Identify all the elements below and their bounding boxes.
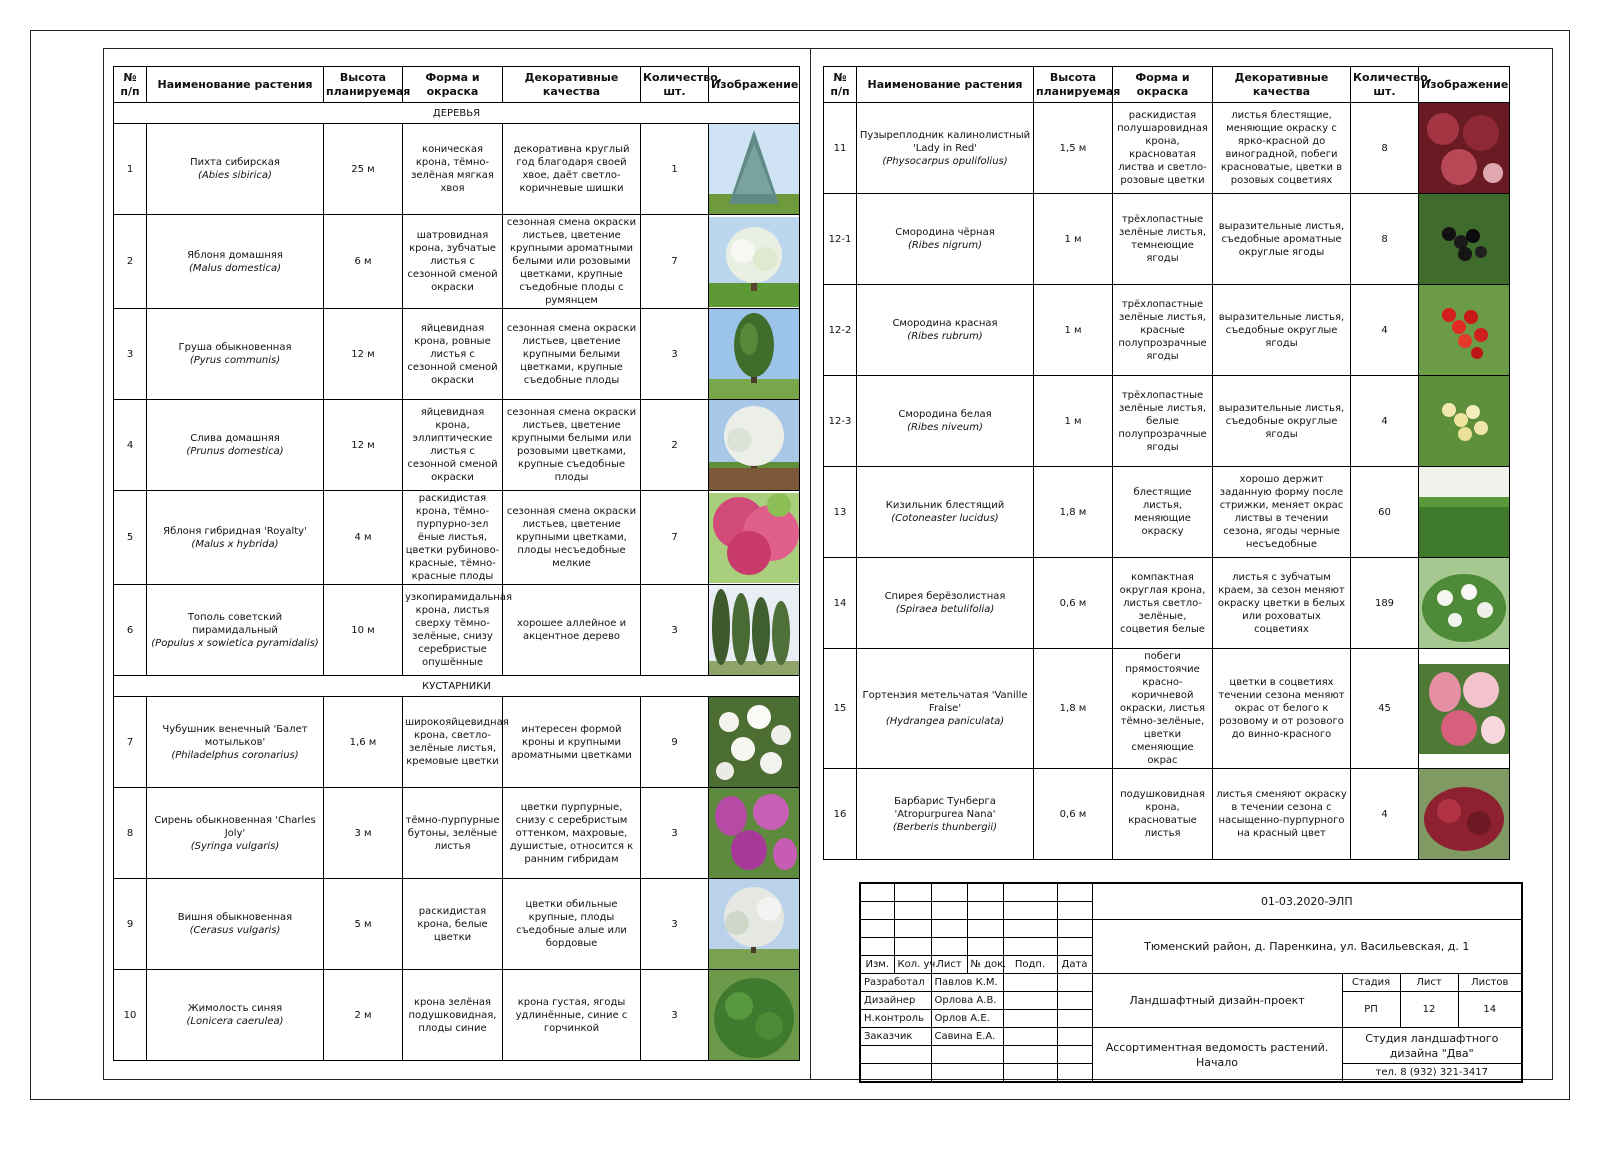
sheet-value: 12 — [1400, 992, 1458, 1028]
section-trees — [114, 103, 800, 124]
plant-name — [857, 769, 1034, 860]
plant-decorative: листья блестящие, меняющие окраску с ярко-красной до виноградной, побеги красноватые, цветки в розовых соцветиях — [1213, 103, 1351, 194]
header-num: № п/п — [114, 67, 147, 103]
plant-height: 12 м — [324, 309, 403, 400]
plant-form: раскидистая полушаровидная крона, красноватая листва и светло-розовые цветки — [1113, 103, 1213, 194]
plant-image — [709, 309, 800, 400]
plant-latin-name: (Spiraea betulifolia) — [895, 604, 995, 615]
plant-form: коническая крона, тёмно-зелёная мягкая хвоя — [403, 124, 503, 215]
plant-quantity: 8 — [1351, 103, 1419, 194]
plant-decorative: цветки обильные крупные, плоды съедобные алые или бордовые — [503, 879, 641, 970]
plant-decorative: интересен формой кроны и крупными ароматными цветками — [503, 697, 641, 788]
header-qty: Количество, шт. — [641, 67, 709, 103]
plant-form: яйцевидная крона, ровные листья с сезонной сменой окраски — [403, 309, 503, 400]
plant-common-name: Чубушник венечный 'Балет мотыльков' — [162, 723, 308, 748]
left-header-row — [114, 67, 800, 103]
doc-code: 01-03.2020-ЭЛП — [1092, 883, 1522, 920]
plant-latin-name: (Physocarpus opulifolius) — [882, 155, 1008, 167]
plant-name — [857, 467, 1034, 558]
page-divider — [810, 48, 811, 1080]
plant-quantity: 8 — [1351, 194, 1419, 285]
row-number: 15 — [824, 649, 857, 769]
plant-form: трёхлопастные зелёные листья, белые полупрозрачные ягоды — [1113, 376, 1213, 467]
plant-common-name: Яблоня домашняя — [187, 249, 283, 261]
plant-common-name: Сирень обыкновенная 'Charles Joly' — [154, 814, 316, 839]
plant-common-name: Тополь советский пирамидальный — [187, 611, 283, 636]
plant-form: подушковидная крона, красноватые листья — [1113, 769, 1213, 860]
role-client: Заказчик — [860, 1028, 931, 1046]
plant-decorative: цветки в соцветиях течении сезона меняют окрас от белого к розовому и от розового до винно-красного — [1213, 649, 1351, 769]
studio-name: Студия ландшафтного дизайна "Два" — [1342, 1028, 1522, 1064]
plant-latin-name: (Syringa vulgaris) — [190, 840, 280, 852]
plant-decorative: хорошее аллейное и акцентное дерево — [503, 585, 641, 676]
plant-name — [147, 491, 324, 585]
plant-name — [147, 400, 324, 491]
plant-name — [857, 194, 1034, 285]
row-number: 8 — [114, 788, 147, 879]
plant-common-name: Гортензия метельчатая 'Vanille Fraise' — [862, 690, 1028, 714]
plant-quantity: 3 — [641, 585, 709, 676]
plant-quantity: 4 — [1351, 285, 1419, 376]
header-form: Форма и окраска — [1113, 67, 1213, 103]
row-number: 7 — [114, 697, 147, 788]
plant-decorative: цветки пурпурные, снизу с серебристым оттенком, махровые, душистые, относится к ранним гибридам — [503, 788, 641, 879]
stage-value: РП — [1342, 992, 1400, 1028]
plant-latin-name: (Pyrus communis) — [189, 355, 281, 366]
plant-name — [147, 879, 324, 970]
row-number: 4 — [114, 400, 147, 491]
plant-common-name: Пузыреплодник калинолистный 'Lady in Red' — [859, 129, 1031, 154]
plant-photo-icon — [1419, 285, 1509, 375]
plant-quantity: 45 — [1351, 649, 1419, 769]
plant-latin-name: (Philadelphus coronarius) — [171, 749, 299, 761]
title-block — [859, 882, 1523, 1083]
plant-form: яйцевидная крона, эллиптические листья с сезонной сменой окраски — [403, 400, 503, 491]
row-number: 11 — [824, 103, 857, 194]
sheets-value: 14 — [1458, 992, 1522, 1028]
row-number: 1 — [114, 124, 147, 215]
row-number: 13 — [824, 467, 857, 558]
plant-image — [1419, 194, 1510, 285]
table-row — [114, 491, 800, 585]
plant-photo-icon — [709, 697, 799, 787]
plant-quantity: 4 — [1351, 769, 1419, 860]
header-height: Высота планируемая — [1034, 67, 1113, 103]
plant-latin-name: (Malus x hybrida) — [191, 538, 279, 550]
row-number: 9 — [114, 879, 147, 970]
table-row — [824, 285, 1510, 376]
plant-latin-name: (Abies sibirica) — [198, 170, 272, 181]
plant-form: трёхлопастные зелёные листья, красные полупрозрачные ягоды — [1113, 285, 1213, 376]
plant-form: трёхлопастные зелёные листья, темнеющие ягоды — [1113, 194, 1213, 285]
plant-quantity: 9 — [641, 697, 709, 788]
plant-latin-name: (Cerasus vulgaris) — [189, 925, 281, 936]
plant-common-name: Пихта сибирская — [190, 157, 280, 168]
role-developer: Разработал — [860, 974, 931, 992]
plant-name — [857, 285, 1034, 376]
plant-photo-icon — [1419, 558, 1509, 648]
table-row — [114, 309, 800, 400]
plant-height: 10 м — [324, 585, 403, 676]
plant-height: 1 м — [1034, 376, 1113, 467]
plant-photo-icon — [709, 788, 799, 878]
plant-image — [1419, 103, 1510, 194]
plant-height: 12 м — [324, 400, 403, 491]
plant-common-name: Вишня обыкновенная — [177, 912, 293, 923]
plant-photo-icon — [709, 309, 799, 399]
table-row — [114, 585, 800, 676]
col-kol: Кол. уч. — [894, 956, 931, 974]
plant-height: 1,5 м — [1034, 103, 1113, 194]
plant-common-name: Смородина красная — [892, 318, 998, 329]
header-image: Изображение — [1419, 67, 1510, 103]
row-number: 12-1 — [824, 194, 857, 285]
plant-photo-icon — [709, 400, 799, 490]
row-number: 16 — [824, 769, 857, 860]
row-number: 12-2 — [824, 285, 857, 376]
plant-name — [147, 585, 324, 676]
plant-quantity: 7 — [641, 215, 709, 309]
plant-latin-name: (Prunus domestica) — [186, 446, 284, 457]
plant-height: 1 м — [1034, 285, 1113, 376]
plant-quantity: 4 — [1351, 376, 1419, 467]
plant-height: 4 м — [324, 491, 403, 585]
plant-height: 1,6 м — [324, 697, 403, 788]
table-row — [824, 467, 1510, 558]
row-number: 14 — [824, 558, 857, 649]
row-number: 12-3 — [824, 376, 857, 467]
project-name: Ландшафтный дизайн-проект — [1092, 974, 1342, 1028]
header-deco: Декоративные качества — [1213, 67, 1351, 103]
plant-image — [709, 788, 800, 879]
plant-quantity: 7 — [641, 491, 709, 585]
role-designer: Дизайнер — [860, 992, 931, 1010]
plant-latin-name: (Cotoneaster lucidus) — [891, 513, 999, 524]
plant-decorative: сезонная смена окраски листьев, цветение крупными ароматными белыми или розовыми цветками, крупные съедобные плоды с румянцем — [503, 215, 641, 309]
plant-photo-icon — [709, 493, 799, 583]
plant-latin-name: (Ribes niveum) — [907, 422, 983, 433]
plant-decorative: хорошо держит заданную форму после стрижки, меняет окрас листвы в течении сезона, ягоды черные несъедобные — [1213, 467, 1351, 558]
plant-height: 0,6 м — [1034, 558, 1113, 649]
plant-decorative: крона густая, ягоды удлинённые, синие с горчинкой — [503, 970, 641, 1061]
table-row — [824, 194, 1510, 285]
header-form: Форма и окраска — [403, 67, 503, 103]
plant-common-name: Слива домашняя — [190, 433, 280, 444]
plant-height: 2 м — [324, 970, 403, 1061]
plant-photo-icon — [709, 970, 799, 1060]
section-title: ДЕРЕВЬЯ — [114, 103, 800, 124]
plant-name — [147, 124, 324, 215]
plant-photo-icon — [1419, 664, 1509, 754]
plant-form: блестящие листья, меняющие окраску — [1113, 467, 1213, 558]
plant-name — [857, 376, 1034, 467]
plant-image — [709, 970, 800, 1061]
plant-decorative: листья сменяют окраску в течении сезона с насыщенно-пурпурного на красный цвет — [1213, 769, 1351, 860]
plant-quantity: 3 — [641, 309, 709, 400]
plant-photo-icon — [1419, 194, 1509, 284]
plant-form: раскидистая крона, белые цветки — [403, 879, 503, 970]
plant-photo-icon — [709, 124, 799, 214]
plant-quantity: 3 — [641, 879, 709, 970]
plant-decorative: листья с зубчатым краем, за сезон меняют окраску цветки в белых или роховатых соцветиях — [1213, 558, 1351, 649]
person-client: Савина Е.А. — [931, 1028, 1003, 1046]
plant-photo-icon — [709, 585, 799, 675]
table-row — [114, 124, 800, 215]
plant-form: крона зелёная подушковидная, плоды синие — [403, 970, 503, 1061]
plant-image — [1419, 285, 1510, 376]
plant-image — [709, 400, 800, 491]
plant-decorative: выразительные листья, съедобные округлые ягоды — [1213, 285, 1351, 376]
site-address: Тюменский район, д. Паренкина, ул. Васильевская, д. 1 — [1092, 920, 1522, 974]
plant-height: 1,8 м — [1034, 467, 1113, 558]
plant-common-name: Смородина белая — [898, 409, 992, 420]
header-height: Высота планируемая — [324, 67, 403, 103]
table-row — [824, 769, 1510, 860]
plant-form: тёмно-пурпурные бутоны, зелёные листья — [403, 788, 503, 879]
plant-photo-icon — [1419, 467, 1509, 557]
plant-decorative: сезонная смена окраски листьев, цветение крупными белыми или розовыми цветками, крупные съедобные плоды — [503, 400, 641, 491]
section-shrubs — [114, 676, 800, 697]
header-qty: Количество, шт. — [1351, 67, 1419, 103]
plant-name — [857, 558, 1034, 649]
plant-latin-name: (Berberis thunbergii) — [892, 821, 998, 833]
col-podp: Подп. — [1003, 956, 1057, 974]
table-row — [114, 788, 800, 879]
plant-latin-name: (Lonicera caerulea) — [186, 1016, 284, 1027]
header-num: № п/п — [824, 67, 857, 103]
plant-quantity: 189 — [1351, 558, 1419, 649]
plant-image — [1419, 769, 1510, 860]
plant-form: раскидистая крона, тёмно-пурпурно-зел ёные листья, цветки рубиново-красные, тёмно-красные плоды — [403, 491, 503, 585]
plant-quantity: 3 — [641, 788, 709, 879]
plant-form: шатровидная крона, зубчатые листья с сезонной сменой окраски — [403, 215, 503, 309]
plant-form: компактная округлая крона, листья светло-зелёные, соцветия белые — [1113, 558, 1213, 649]
plant-name — [147, 970, 324, 1061]
row-number: 3 — [114, 309, 147, 400]
plant-photo-icon — [1419, 103, 1509, 193]
plant-decorative: выразительные листья, съедобные ароматные округлые ягоды — [1213, 194, 1351, 285]
plant-height: 25 м — [324, 124, 403, 215]
plant-quantity: 2 — [641, 400, 709, 491]
plant-height: 3 м — [324, 788, 403, 879]
col-list: Лист — [931, 956, 967, 974]
col-ndok: № док. — [967, 956, 1003, 974]
right-header-row — [824, 67, 1510, 103]
plant-image — [1419, 558, 1510, 649]
plant-latin-name: (Malus domestica) — [189, 262, 281, 274]
row-number: 5 — [114, 491, 147, 585]
plant-photo-icon — [1419, 376, 1509, 466]
plant-image — [709, 697, 800, 788]
plant-decorative: выразительные листья, съедобные округлые ягоды — [1213, 376, 1351, 467]
row-number: 6 — [114, 585, 147, 676]
plant-name — [857, 649, 1034, 769]
plant-image — [709, 215, 800, 309]
studio-phone: тел. 8 (932) 321-3417 — [1342, 1064, 1522, 1083]
table-row — [114, 970, 800, 1061]
header-name: Наименование растения — [147, 67, 324, 103]
plant-image — [709, 491, 800, 585]
row-number: 10 — [114, 970, 147, 1061]
plant-latin-name: (Ribes rubrum) — [907, 331, 983, 342]
plant-common-name: Барбарис Тунберга 'Atropurpurea Nana' — [894, 795, 996, 820]
col-data: Дата — [1057, 956, 1092, 974]
table-row — [114, 215, 800, 309]
person-control: Орлов А.Е. — [931, 1010, 1003, 1028]
right-plant-table — [823, 66, 1510, 860]
plant-height: 6 м — [324, 215, 403, 309]
left-plant-table — [113, 66, 800, 1061]
plant-decorative: сезонная смена окраски листьев, цветение крупными белыми цветками, крупные съедобные плоды — [503, 309, 641, 400]
table-row — [114, 400, 800, 491]
header-image: Изображение — [709, 67, 800, 103]
plant-common-name: Смородина чёрная — [895, 227, 995, 238]
plant-photo-icon — [1419, 769, 1509, 859]
role-control: Н.контроль — [860, 1010, 931, 1028]
plant-name — [147, 309, 324, 400]
sheets-label: Листов — [1458, 974, 1522, 992]
plant-latin-name: (Hydrangea paniculata) — [885, 716, 1005, 727]
plant-image — [1419, 649, 1510, 769]
table-row — [824, 649, 1510, 769]
plant-image — [1419, 467, 1510, 558]
plant-decorative: сезонная смена окраски листьев, цветение крупными цветками, плоды несъедобные мелкие — [503, 491, 641, 585]
plant-image — [709, 585, 800, 676]
table-row — [824, 558, 1510, 649]
plant-height: 0,6 м — [1034, 769, 1113, 860]
row-number: 2 — [114, 215, 147, 309]
table-row — [824, 103, 1510, 194]
plant-quantity: 3 — [641, 970, 709, 1061]
plant-name — [147, 215, 324, 309]
plant-form: широкояйцевидная крона, светло-зелёные листья, кремовые цветки — [403, 697, 503, 788]
plant-common-name: Кизильник блестящий — [885, 500, 1005, 511]
plant-name — [857, 103, 1034, 194]
plant-image — [709, 879, 800, 970]
plant-latin-name: (Populus x sowietica pyramidalis) — [151, 637, 319, 649]
plant-photo-icon — [709, 217, 799, 307]
col-izm: Изм. — [860, 956, 894, 974]
plant-common-name: Груша обыкновенная — [178, 342, 292, 353]
stage-label: Стадия — [1342, 974, 1400, 992]
plant-common-name: Яблоня гибридная 'Royalty' — [163, 525, 307, 537]
plant-decorative: декоративна круглый год благодаря своей хвое, даёт светло-коричневые шишки — [503, 124, 641, 215]
header-name: Наименование растения — [857, 67, 1034, 103]
plant-image — [1419, 376, 1510, 467]
plant-name — [147, 788, 324, 879]
table-row — [824, 376, 1510, 467]
plant-height: 1,8 м — [1034, 649, 1113, 769]
plant-latin-name: (Ribes nigrum) — [907, 240, 983, 251]
plant-common-name: Жимолость синяя — [187, 1003, 283, 1014]
table-row — [114, 879, 800, 970]
plant-quantity: 1 — [641, 124, 709, 215]
table-row — [114, 697, 800, 788]
plant-photo-icon — [709, 879, 799, 969]
plant-common-name: Спирея берёзолистная — [884, 591, 1006, 602]
doc-title: Ассортиментная ведомость растений. Начало — [1092, 1028, 1342, 1083]
person-designer: Орлова А.В. — [931, 992, 1003, 1010]
plant-quantity: 60 — [1351, 467, 1419, 558]
plant-form: узкопирамидальная крона, листья сверху тёмно-зелёные, снизу серебристые опушённые — [403, 585, 503, 676]
plant-form: побеги прямостоячие красно-коричневой окраски, листья тёмно-зелёные, цветки сменяющие окрас — [1113, 649, 1213, 769]
plant-height: 5 м — [324, 879, 403, 970]
plant-name — [147, 697, 324, 788]
section-title: КУСТАРНИКИ — [114, 676, 800, 697]
plant-height: 1 м — [1034, 194, 1113, 285]
sheet-label: Лист — [1400, 974, 1458, 992]
person-developer: Павлов К.М. — [931, 974, 1003, 992]
header-deco: Декоративные качества — [503, 67, 641, 103]
plant-image — [709, 124, 800, 215]
